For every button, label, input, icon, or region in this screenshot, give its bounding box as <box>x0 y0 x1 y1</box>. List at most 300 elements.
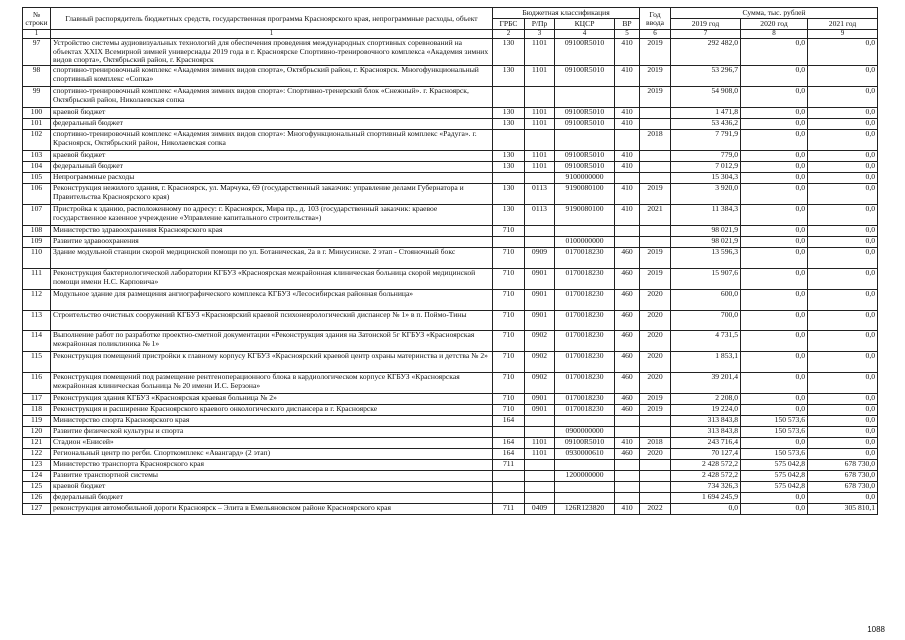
row-name: Строительство очистных сооружений КГБУЗ «Красноярский краевой психоневрологический диспансер № 1» в п. Поймо-Тины <box>51 311 493 331</box>
row-number: 109 <box>23 237 51 248</box>
row-vr <box>615 416 640 427</box>
row-kcsr: 09100R5010 <box>555 66 615 87</box>
row-grbs: 130 <box>493 39 525 66</box>
row-vr: 410 <box>615 438 640 449</box>
row-sum-2020: 0,0 <box>741 438 808 449</box>
row-vr: 410 <box>615 205 640 226</box>
row-vr: 460 <box>615 269 640 290</box>
row-vr: 460 <box>615 331 640 352</box>
row-kcsr: 0100000000 <box>555 237 615 248</box>
header-name: Главный распорядитель бюджетных средств, государственная программа Красноярского края, непрограммные расходы, объект <box>51 8 493 30</box>
row-grbs <box>493 482 525 493</box>
row-grbs: 164 <box>493 449 525 460</box>
row-rpr: 0113 <box>525 205 555 226</box>
row-name: федеральный бюджет <box>51 493 493 504</box>
row-name: федеральный бюджет <box>51 119 493 130</box>
row-year <box>640 416 671 427</box>
row-year <box>640 226 671 237</box>
row-year: 2019 <box>640 394 671 405</box>
row-year: 2020 <box>640 449 671 460</box>
row-sum-2020: 0,0 <box>741 493 808 504</box>
row-name: Реконструкция помещений пристройки к главному корпусу КГБУЗ «Красноярский краевой центр охраны материнства и детства № 2» <box>51 352 493 373</box>
row-number: 105 <box>23 173 51 184</box>
row-kcsr <box>555 493 615 504</box>
row-name: краевой бюджет <box>51 108 493 119</box>
row-year: 2020 <box>640 290 671 311</box>
row-year: 2019 <box>640 248 671 269</box>
row-sum-2020: 0,0 <box>741 352 808 373</box>
row-vr <box>615 471 640 482</box>
row-kcsr: 0170018230 <box>555 311 615 331</box>
row-name: спортивно-тренировочный комплекс «Академия зимних видов спорта»: Многофункциональный спортивный комплекс «Радуга». г. Красноярск, Октябрьский район, Николаевская сопка <box>51 130 493 151</box>
row-vr <box>615 226 640 237</box>
row-sum-2021: 0,0 <box>808 493 878 504</box>
row-grbs: 710 <box>493 290 525 311</box>
colnum: 6 <box>640 30 671 39</box>
row-sum-2019: 313 843,8 <box>671 427 741 438</box>
table-row <box>23 427 878 438</box>
row-vr: 410 <box>615 184 640 205</box>
row-grbs: 710 <box>493 394 525 405</box>
row-name: Здание модульной станции скорой медицинской помощи по ул. Ботаническая, 2а в г. Минусинске. 2 этап - Стояночный бокс <box>51 248 493 269</box>
row-year: 2019 <box>640 269 671 290</box>
row-year: 2018 <box>640 438 671 449</box>
header-kcsr: КЦСР <box>555 19 615 30</box>
row-sum-2020: 0,0 <box>741 373 808 394</box>
row-kcsr: 0170018230 <box>555 373 615 394</box>
row-kcsr: 0930000610 <box>555 449 615 460</box>
colnum: 5 <box>615 30 640 39</box>
row-sum-2021: 0,0 <box>808 39 878 66</box>
row-vr <box>615 87 640 108</box>
row-number: 126 <box>23 493 51 504</box>
row-rpr <box>525 427 555 438</box>
row-kcsr: 09100R5010 <box>555 151 615 162</box>
row-grbs: 164 <box>493 416 525 427</box>
table-row <box>23 151 878 162</box>
row-kcsr: 09100R5010 <box>555 39 615 66</box>
row-sum-2021: 0,0 <box>808 87 878 108</box>
row-number: 97 <box>23 39 51 66</box>
table-row <box>23 394 878 405</box>
row-grbs: 130 <box>493 184 525 205</box>
table-header <box>23 8 878 39</box>
row-sum-2021: 0,0 <box>808 405 878 416</box>
header-classification: Бюджетная классификация <box>493 8 640 19</box>
row-number: 123 <box>23 460 51 471</box>
row-sum-2021: 0,0 <box>808 162 878 173</box>
row-number: 125 <box>23 482 51 493</box>
row-grbs: 710 <box>493 405 525 416</box>
row-sum-2020: 150 573,6 <box>741 449 808 460</box>
table-row <box>23 405 878 416</box>
row-year <box>640 237 671 248</box>
row-kcsr: 1200000000 <box>555 471 615 482</box>
row-sum-2019: 1 694 245,9 <box>671 493 741 504</box>
row-kcsr <box>555 87 615 108</box>
row-name: спортивно-тренировочный комплекс «Академия зимних видов спорта», Октябрьский район, г. Красноярск. Многофункциональный спортивный комплекс «Сопка» <box>51 66 493 87</box>
row-year <box>640 460 671 471</box>
row-rpr: 1101 <box>525 162 555 173</box>
row-name: Выполнение работ по разработке проектно-сметной документации «Реконструкция здания на Затонской 5г КГБУЗ «Красноярская межрайонная поликлиника № 1» <box>51 331 493 352</box>
row-sum-2019: 4 731,5 <box>671 331 741 352</box>
table-row <box>23 373 878 394</box>
row-year <box>640 173 671 184</box>
table-row <box>23 226 878 237</box>
colnum: 9 <box>808 30 878 39</box>
row-year: 2021 <box>640 205 671 226</box>
row-rpr: 0901 <box>525 405 555 416</box>
table-row <box>23 237 878 248</box>
row-sum-2020: 0,0 <box>741 66 808 87</box>
row-grbs <box>493 493 525 504</box>
row-sum-2021: 0,0 <box>808 311 878 331</box>
row-rpr: 1101 <box>525 119 555 130</box>
row-name: Модульное здание для размещения ангиографического комплекса КГБУЗ «Лесосибирская районная больница» <box>51 290 493 311</box>
row-year: 2019 <box>640 405 671 416</box>
row-sum-2020: 0,0 <box>741 87 808 108</box>
row-grbs: 130 <box>493 66 525 87</box>
row-sum-2020: 0,0 <box>741 130 808 151</box>
row-kcsr: 9190080100 <box>555 205 615 226</box>
table-row <box>23 493 878 504</box>
row-sum-2019: 1 471,8 <box>671 108 741 119</box>
row-sum-2019: 600,0 <box>671 290 741 311</box>
row-number: 111 <box>23 269 51 290</box>
row-rpr: 1101 <box>525 108 555 119</box>
row-sum-2019: 7 012,9 <box>671 162 741 173</box>
row-sum-2020: 0,0 <box>741 394 808 405</box>
table-row <box>23 311 878 331</box>
row-kcsr: 09100R5010 <box>555 438 615 449</box>
row-rpr: 0909 <box>525 248 555 269</box>
row-number: 103 <box>23 151 51 162</box>
row-rpr: 0901 <box>525 394 555 405</box>
row-year: 2019 <box>640 87 671 108</box>
row-number: 127 <box>23 504 51 515</box>
row-number: 121 <box>23 438 51 449</box>
row-kcsr: 0170018230 <box>555 269 615 290</box>
row-year <box>640 119 671 130</box>
row-vr <box>615 130 640 151</box>
row-sum-2020: 575 042,8 <box>741 471 808 482</box>
table-row <box>23 205 878 226</box>
row-kcsr: 0170018230 <box>555 352 615 373</box>
row-sum-2021: 0,0 <box>808 130 878 151</box>
row-name: Реконструкция помещений под размещение рентгеноперационного блока в кардиологическом корпусе КГБУЗ «Красноярская межрайонная клиническая больница № 20 имени И.С. Берзона» <box>51 373 493 394</box>
row-number: 118 <box>23 405 51 416</box>
row-kcsr: 0900000000 <box>555 427 615 438</box>
row-year <box>640 162 671 173</box>
colnum: 1 <box>23 30 51 39</box>
row-vr: 410 <box>615 39 640 66</box>
header-grbs: ГРБС <box>493 19 525 30</box>
row-number: 100 <box>23 108 51 119</box>
row-sum-2021: 0,0 <box>808 173 878 184</box>
row-rpr: 1101 <box>525 449 555 460</box>
row-sum-2020: 0,0 <box>741 205 808 226</box>
row-vr <box>615 493 640 504</box>
row-vr: 410 <box>615 504 640 515</box>
row-sum-2021: 0,0 <box>808 373 878 394</box>
row-vr <box>615 237 640 248</box>
row-kcsr: 9100000000 <box>555 173 615 184</box>
row-kcsr: 126R123820 <box>555 504 615 515</box>
row-rpr <box>525 87 555 108</box>
row-sum-2021: 0,0 <box>808 269 878 290</box>
row-name: реконструкция автомобильной дороги Красноярск – Элита в Емельяновском районе Красноярского края <box>51 504 493 515</box>
row-rpr <box>525 471 555 482</box>
row-sum-2019: 39 201,4 <box>671 373 741 394</box>
row-name: Развитие транспортной системы <box>51 471 493 482</box>
row-sum-2020: 0,0 <box>741 226 808 237</box>
table-row <box>23 504 878 515</box>
table-row <box>23 482 878 493</box>
row-grbs: 710 <box>493 226 525 237</box>
row-sum-2020: 0,0 <box>741 162 808 173</box>
row-kcsr <box>555 226 615 237</box>
row-sum-2021: 0,0 <box>808 427 878 438</box>
row-sum-2019: 70 127,4 <box>671 449 741 460</box>
row-rpr <box>525 237 555 248</box>
row-vr: 410 <box>615 119 640 130</box>
row-vr <box>615 482 640 493</box>
colnum: 4 <box>555 30 615 39</box>
row-vr: 460 <box>615 352 640 373</box>
row-sum-2019: 2 208,0 <box>671 394 741 405</box>
table-row <box>23 108 878 119</box>
row-name: краевой бюджет <box>51 482 493 493</box>
row-kcsr: 0170018230 <box>555 394 615 405</box>
row-rpr: 1101 <box>525 151 555 162</box>
header-2020: 2020 год <box>741 19 808 30</box>
colnum: 7 <box>671 30 741 39</box>
row-sum-2019: 11 384,3 <box>671 205 741 226</box>
row-name: Реконструкция и расширение Красноярского краевого онкологического диспансера в г. Красноярске <box>51 405 493 416</box>
row-number: 112 <box>23 290 51 311</box>
colnum: 8 <box>741 30 808 39</box>
row-grbs: 130 <box>493 108 525 119</box>
row-vr: 460 <box>615 373 640 394</box>
row-grbs: 710 <box>493 248 525 269</box>
row-name: Региональный центр по регби. Спорткомплекс «Авангард» (2 этап) <box>51 449 493 460</box>
row-sum-2021: 0,0 <box>808 290 878 311</box>
row-sum-2021: 0,0 <box>808 416 878 427</box>
table-row <box>23 39 878 66</box>
row-rpr: 0409 <box>525 504 555 515</box>
row-sum-2019: 15 304,3 <box>671 173 741 184</box>
row-year <box>640 151 671 162</box>
row-grbs: 711 <box>493 504 525 515</box>
row-vr <box>615 173 640 184</box>
header-2021: 2021 год <box>808 19 878 30</box>
row-year <box>640 108 671 119</box>
row-rpr: 0901 <box>525 290 555 311</box>
row-sum-2019: 0,0 <box>671 504 741 515</box>
row-name: краевой бюджет <box>51 151 493 162</box>
budget-table <box>22 7 878 515</box>
row-sum-2020: 0,0 <box>741 151 808 162</box>
row-sum-2019: 98 021,9 <box>671 237 741 248</box>
row-sum-2021: 0,0 <box>808 119 878 130</box>
row-number: 99 <box>23 87 51 108</box>
table-row <box>23 290 878 311</box>
row-grbs: 130 <box>493 162 525 173</box>
row-sum-2021: 0,0 <box>808 248 878 269</box>
table-row <box>23 460 878 471</box>
row-number: 114 <box>23 331 51 352</box>
row-number: 106 <box>23 184 51 205</box>
row-year: 2020 <box>640 352 671 373</box>
row-grbs <box>493 130 525 151</box>
table-row <box>23 66 878 87</box>
row-rpr: 1101 <box>525 66 555 87</box>
row-grbs: 710 <box>493 373 525 394</box>
row-grbs: 164 <box>493 438 525 449</box>
row-kcsr: 0170018230 <box>555 405 615 416</box>
row-year: 2019 <box>640 66 671 87</box>
row-rpr: 0901 <box>525 269 555 290</box>
row-grbs <box>493 237 525 248</box>
table-row <box>23 87 878 108</box>
row-sum-2019: 54 908,0 <box>671 87 741 108</box>
row-grbs: 130 <box>493 119 525 130</box>
colnum: 1 <box>51 30 493 39</box>
row-year: 2020 <box>640 331 671 352</box>
row-vr: 410 <box>615 108 640 119</box>
row-number: 98 <box>23 66 51 87</box>
row-sum-2021: 678 730,0 <box>808 482 878 493</box>
table-body <box>23 39 878 515</box>
header-2019: 2019 год <box>671 19 741 30</box>
row-kcsr: 9190080100 <box>555 184 615 205</box>
row-kcsr: 0170018230 <box>555 290 615 311</box>
table-row <box>23 471 878 482</box>
row-rpr <box>525 493 555 504</box>
row-kcsr <box>555 130 615 151</box>
row-number: 110 <box>23 248 51 269</box>
table-row <box>23 173 878 184</box>
row-sum-2020: 150 573,6 <box>741 427 808 438</box>
row-sum-2020: 150 573,6 <box>741 416 808 427</box>
row-sum-2020: 0,0 <box>741 269 808 290</box>
row-number: 120 <box>23 427 51 438</box>
row-sum-2020: 0,0 <box>741 504 808 515</box>
row-rpr <box>525 460 555 471</box>
table-row <box>23 269 878 290</box>
row-rpr: 0902 <box>525 331 555 352</box>
row-number: 113 <box>23 311 51 331</box>
row-number: 107 <box>23 205 51 226</box>
row-grbs: 710 <box>493 311 525 331</box>
row-kcsr: 0170018230 <box>555 331 615 352</box>
row-sum-2020: 0,0 <box>741 119 808 130</box>
row-name: Развитие здравоохранения <box>51 237 493 248</box>
row-grbs: 710 <box>493 352 525 373</box>
table-row <box>23 352 878 373</box>
table-row <box>23 416 878 427</box>
row-number: 119 <box>23 416 51 427</box>
row-rpr <box>525 416 555 427</box>
header-rpr: Р/Пр <box>525 19 555 30</box>
table-row <box>23 162 878 173</box>
row-year <box>640 471 671 482</box>
row-grbs <box>493 427 525 438</box>
page-number: 1088 <box>867 625 885 634</box>
row-grbs: 711 <box>493 460 525 471</box>
table-row <box>23 184 878 205</box>
colnum: 2 <box>493 30 525 39</box>
row-sum-2019: 313 843,8 <box>671 416 741 427</box>
table-row <box>23 119 878 130</box>
row-vr: 410 <box>615 66 640 87</box>
row-sum-2021: 0,0 <box>808 237 878 248</box>
row-grbs: 710 <box>493 331 525 352</box>
row-year: 2019 <box>640 39 671 66</box>
row-sum-2020: 0,0 <box>741 173 808 184</box>
row-name: спортивно-тренировочный комплекс «Академия зимних видов спорта»: Спортивно-тренерский блок «Снежный». г. Красноярск, Октябрьский район, Николаевская сопка <box>51 87 493 108</box>
row-sum-2019: 53 296,7 <box>671 66 741 87</box>
row-name: Министерство транспорта Красноярского края <box>51 460 493 471</box>
row-name: Министерство спорта Красноярского края <box>51 416 493 427</box>
row-sum-2019: 53 436,2 <box>671 119 741 130</box>
row-vr: 460 <box>615 449 640 460</box>
row-sum-2019: 700,0 <box>671 311 741 331</box>
row-sum-2020: 0,0 <box>741 405 808 416</box>
row-year <box>640 427 671 438</box>
row-year: 2020 <box>640 311 671 331</box>
row-rpr: 0902 <box>525 352 555 373</box>
row-name: Реконструкция бактериологической лаборатории КГБУЗ «Красноярская межрайонная клиническая больница скорой медицинской помощи имени Н.С. Карповича» <box>51 269 493 290</box>
row-sum-2019: 2 428 572,2 <box>671 471 741 482</box>
row-vr: 410 <box>615 151 640 162</box>
row-sum-2019: 98 021,9 <box>671 226 741 237</box>
row-vr: 460 <box>615 394 640 405</box>
row-rpr <box>525 482 555 493</box>
row-number: 117 <box>23 394 51 405</box>
row-name: Непрограммные расходы <box>51 173 493 184</box>
row-number: 108 <box>23 226 51 237</box>
row-vr: 460 <box>615 311 640 331</box>
row-sum-2019: 13 596,3 <box>671 248 741 269</box>
row-vr: 460 <box>615 405 640 416</box>
row-grbs <box>493 87 525 108</box>
row-name: Реконструкция здания КГБУЗ «Красноярская краевая больница № 2» <box>51 394 493 405</box>
row-vr: 460 <box>615 248 640 269</box>
row-vr: 460 <box>615 290 640 311</box>
table-row <box>23 130 878 151</box>
row-sum-2021: 0,0 <box>808 205 878 226</box>
row-sum-2021: 0,0 <box>808 438 878 449</box>
row-sum-2020: 0,0 <box>741 237 808 248</box>
table-row <box>23 449 878 460</box>
row-rpr: 0902 <box>525 373 555 394</box>
row-sum-2021: 0,0 <box>808 66 878 87</box>
row-year <box>640 493 671 504</box>
row-year: 2022 <box>640 504 671 515</box>
row-sum-2020: 575 042,8 <box>741 482 808 493</box>
row-grbs <box>493 471 525 482</box>
row-year: 2020 <box>640 373 671 394</box>
row-sum-2020: 0,0 <box>741 184 808 205</box>
row-sum-2020: 0,0 <box>741 108 808 119</box>
row-number: 104 <box>23 162 51 173</box>
row-name: Пристройка к зданию, расположенному по адресу: г. Красноярск, Мира пр., д. 103 (государственный заказчик: краевое государственное казенное учреждение «Управление капитального строительства») <box>51 205 493 226</box>
row-kcsr <box>555 460 615 471</box>
row-name: Развитие физической культуры и спорта <box>51 427 493 438</box>
header-sum: Сумма, тыс. рублей <box>671 8 878 19</box>
row-vr: 410 <box>615 162 640 173</box>
